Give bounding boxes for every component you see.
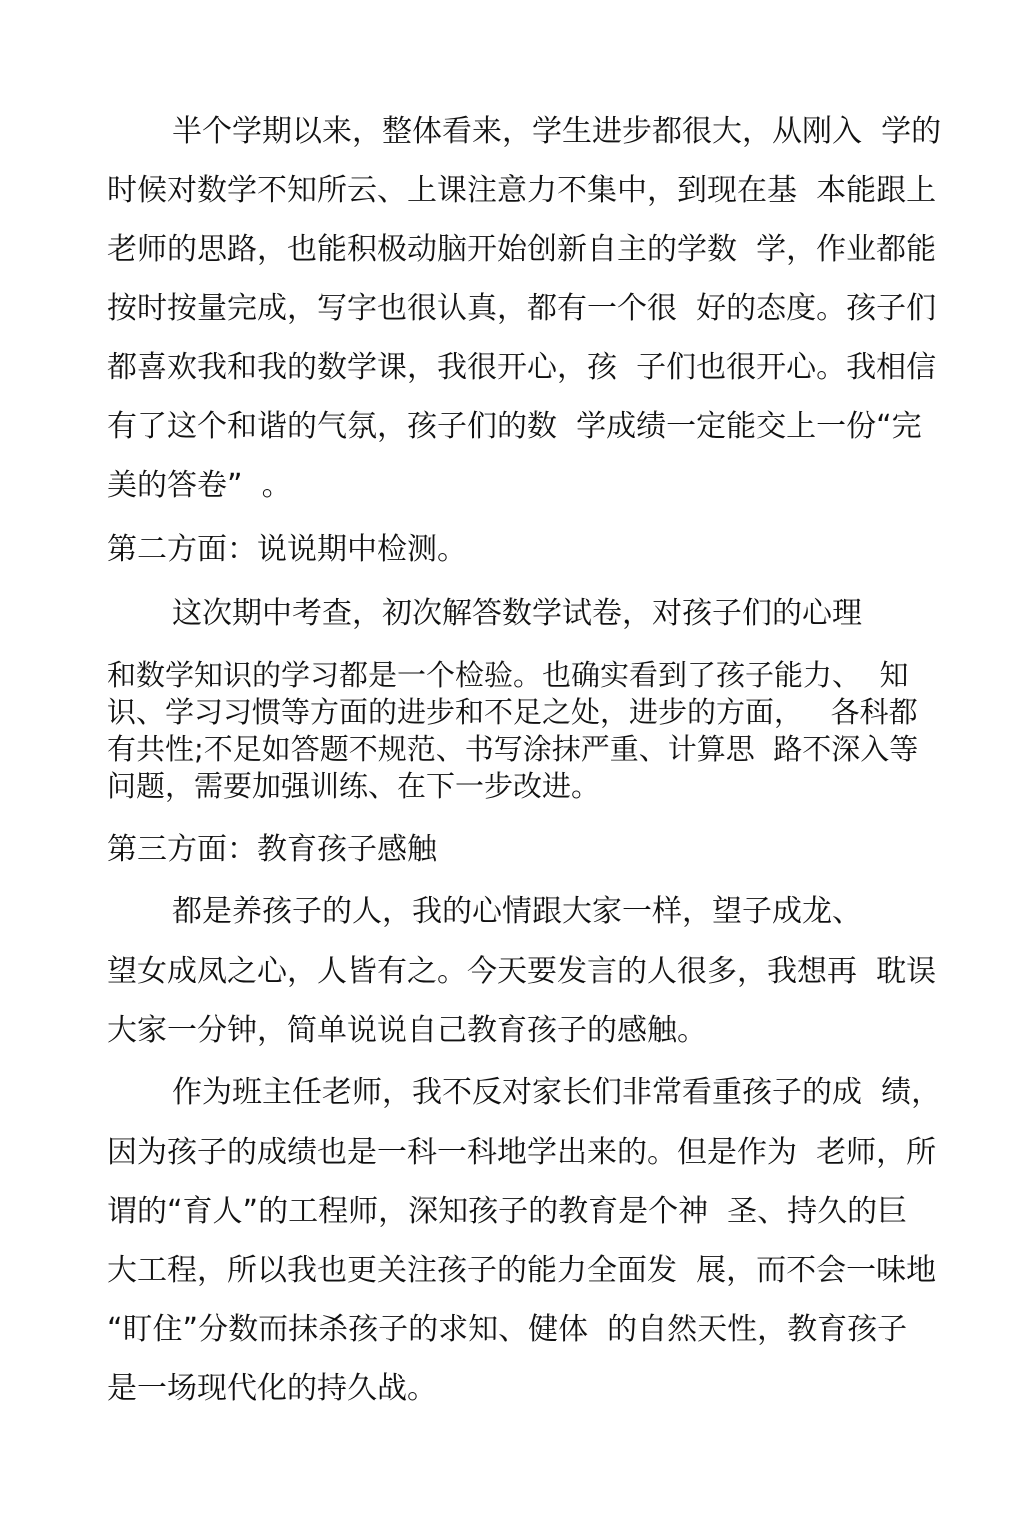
paragraph-line: 因为孩子的成绩也是一科一科地学出来的。但是作为 老师，所	[107, 1135, 937, 1170]
paragraph-line: 按时按量完成，写字也很认真，都有一个很 好的态度。孩子们	[107, 291, 937, 326]
paragraph-line: 谓的“育人”的工程师，深知孩子的教育是个神 圣、持久的巨	[107, 1194, 908, 1229]
paragraph-line: 是一场现代化的持久战。	[107, 1371, 437, 1406]
paragraph-line: 有共性;不足如答题不规范、书写涂抹严重、计算思 路不深入等	[107, 732, 919, 766]
paragraph-line: 大工程，所以我也更关注孩子的能力全面发 展，而不会一味地	[107, 1253, 937, 1288]
paragraph-line: 半个学期以来，整体看来，学生进步都很大，从刚入 学的	[172, 114, 942, 149]
section-heading: 第二方面：说说期中检测。	[107, 532, 467, 567]
paragraph-line: 有了这个和谐的气氛，孩子们的数 学成绩一定能交上一份“完	[107, 409, 922, 444]
paragraph-line: 美的答卷” 。	[107, 468, 292, 503]
paragraph-line: 都喜欢我和我的数学课，我很开心，孩 子们也很开心。我相信	[107, 350, 937, 385]
paragraph-line: 老师的思路，也能积极动脑开始创新自主的学数 学，作业都能	[107, 232, 937, 267]
paragraph-line: 识、学习习惯等方面的进步和不足之处，进步的方面， 各科都	[107, 695, 918, 729]
paragraph-line: “盯住”分数而抹杀孩子的求知、健体 的自然天性，教育孩子	[107, 1312, 908, 1347]
paragraph-line: 大家一分钟，简单说说自己教育孩子的感触。	[107, 1013, 707, 1048]
paragraph-line: 时候对数学不知所云、上课注意力不集中，到现在基 本能跟上	[107, 173, 937, 208]
paragraph-line: 都是养孩子的人，我的心情跟大家一样，望子成龙、	[172, 894, 862, 929]
paragraph-line: 和数学知识的学习都是一个检验。也确实看到了孩子能力、 知	[107, 658, 909, 692]
section-heading: 第三方面：教育孩子感触	[107, 832, 437, 867]
paragraph-line: 望女成凤之心，人皆有之。今天要发言的人很多，我想再 耽误	[107, 954, 937, 989]
paragraph-line: 作为班主任老师，我不反对家长们非常看重孩子的成 绩，	[172, 1075, 942, 1110]
paragraph-line: 问题，需要加强训练、在下一步改进。	[107, 769, 601, 803]
paragraph-line: 这次期中考查，初次解答数学试卷，对孩子们的心理	[172, 596, 862, 631]
